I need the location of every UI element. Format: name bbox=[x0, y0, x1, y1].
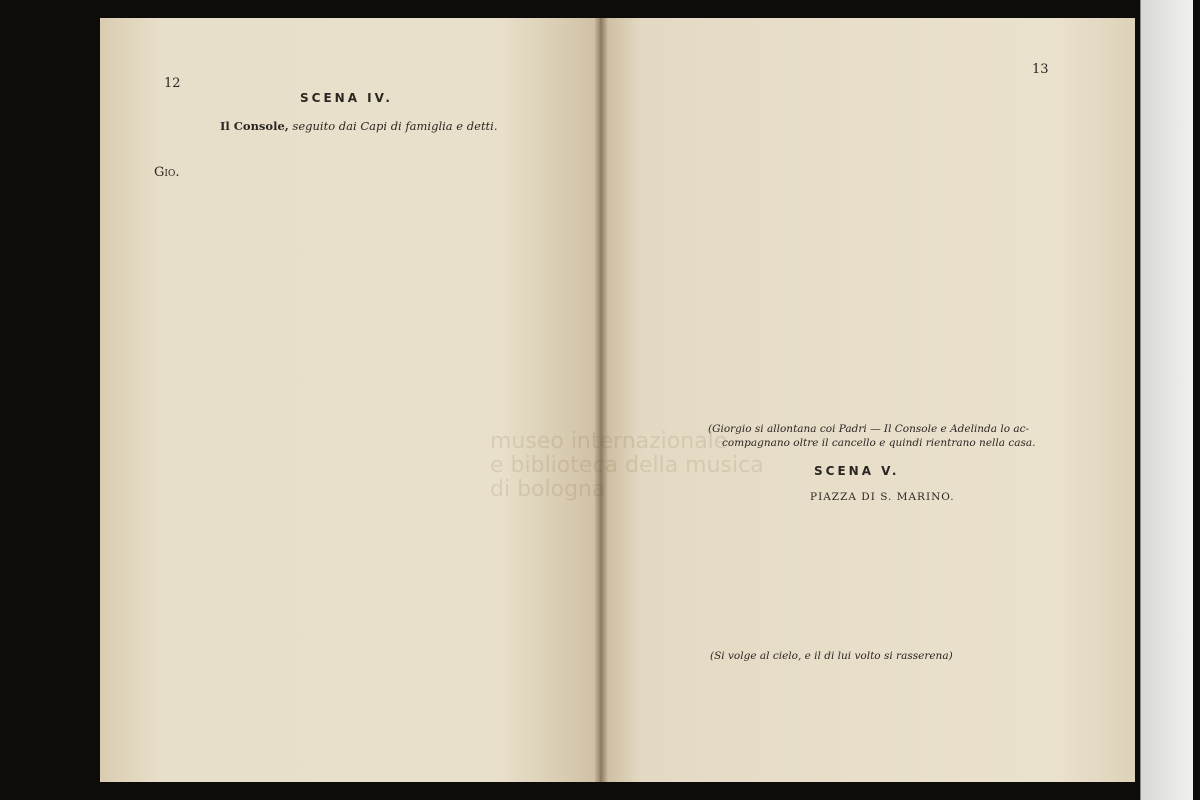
left-page bbox=[100, 18, 600, 782]
intro-name: Il Console, bbox=[220, 119, 289, 133]
exit-direction-2: compagnano oltre il cancello e quindi rientrano nella casa. bbox=[722, 437, 1036, 449]
book-gutter bbox=[594, 18, 608, 782]
intro-rest: seguito dai Capi di famiglia e detti. bbox=[288, 119, 498, 133]
scene-heading-iv: SCENA IV. bbox=[300, 91, 393, 105]
sky-direction: (Si volge al cielo, e il di lui volto si rasserena) bbox=[710, 650, 953, 662]
page-number-right: 13 bbox=[1032, 62, 1049, 77]
speaker-label: Gio. bbox=[154, 165, 180, 180]
page-number-left: 12 bbox=[164, 76, 181, 91]
right-page bbox=[600, 18, 1135, 782]
scene-heading-v: SCENA V. bbox=[814, 464, 900, 478]
measuring-ruler bbox=[1140, 0, 1193, 800]
exit-direction-1: (Giorgio si allontana coi Padri — Il Console e Adelinda lo ac- bbox=[708, 423, 1030, 435]
scene-setting: PIAZZA DI S. MARINO. bbox=[810, 491, 955, 503]
scene-iv-intro bbox=[220, 119, 498, 134]
